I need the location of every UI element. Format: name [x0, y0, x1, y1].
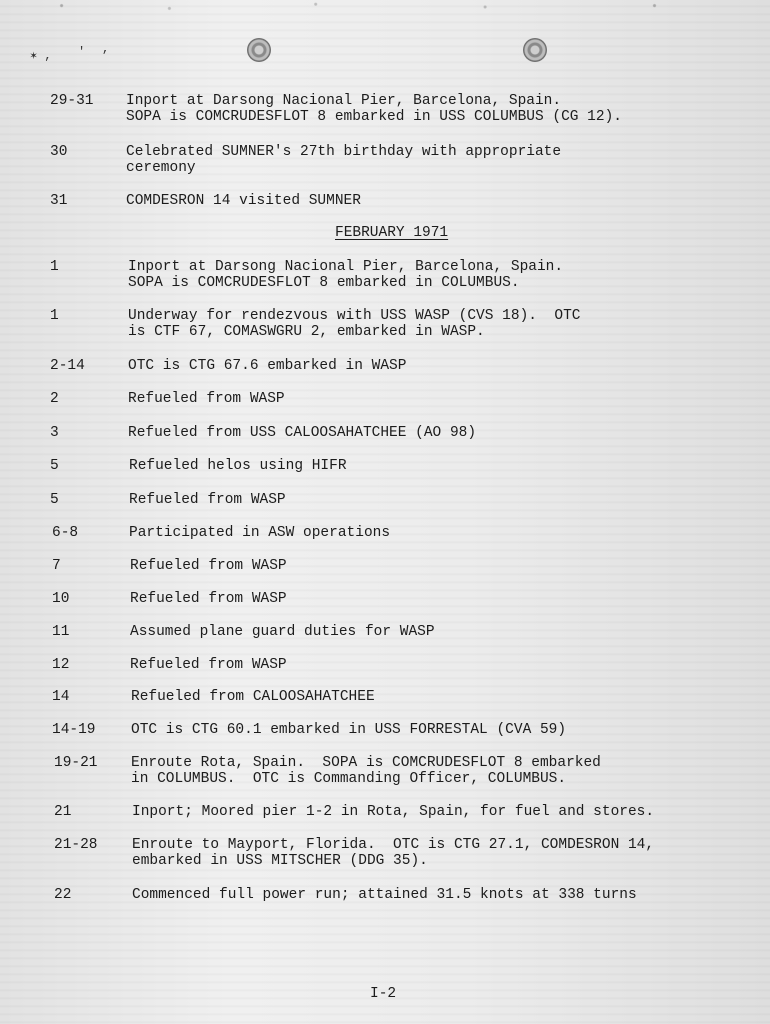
entry-date: 1 [50, 259, 59, 275]
binder-hole-left [247, 38, 271, 62]
entry-text: Refueled from WASP [130, 591, 287, 607]
entry-text: COMDESRON 14 visited SUMNER [126, 193, 361, 209]
entry-text: OTC is CTG 67.6 embarked in WASP [128, 358, 407, 374]
entry-text: Commenced full power run; attained 31.5 knots at 338 turns [132, 887, 637, 903]
entry-text: Refueled helos using HIFR [129, 458, 347, 474]
entry-date: 30 [50, 144, 68, 160]
entry-date: 3 [50, 425, 59, 441]
entry-date: 2-14 [50, 358, 85, 374]
entry-date: 5 [50, 492, 59, 508]
month-heading: FEBRUARY 1971 [335, 225, 449, 241]
entry-date: 21 [54, 804, 72, 820]
binder-hole-right [523, 38, 547, 62]
entry-date: 5 [50, 458, 59, 474]
scan-mark: , [102, 42, 110, 56]
scan-mark: ' [78, 45, 86, 59]
entry-date: 29-31 [50, 93, 94, 109]
entry-text: Refueled from WASP [128, 391, 285, 407]
entry-text: Inport; Moored pier 1-2 in Rota, Spain, for fuel and stores. [132, 804, 655, 820]
entry-date: 2 [50, 391, 59, 407]
entry-date: 22 [54, 887, 72, 903]
entry-text: Refueled from CALOOSAHATCHEE [131, 689, 375, 705]
scan-mark: ✶ , [30, 49, 52, 63]
entry-text: Inport at Darsong Nacional Pier, Barcelona, Spain. SOPA is COMCRUDESFLOT 8 embarked in USS COLUMBUS (CG 12). [126, 93, 622, 125]
entry-date: 14 [52, 689, 70, 705]
entry-date: 19-21 [54, 755, 98, 771]
entry-text: Inport at Darsong Nacional Pier, Barcelona, Spain. SOPA is COMCRUDESFLOT 8 embarked in COLUMBUS. [128, 259, 564, 291]
entry-text: Enroute to Mayport, Florida. OTC is CTG 27.1, COMDESRON 14, embarked in USS MITSCHER (DDG 35). [132, 837, 655, 869]
entry-date: 6-8 [52, 525, 79, 541]
entry-text: Enroute Rota, Spain. SOPA is COMCRUDESFLOT 8 embarked in COLUMBUS. OTC is Commanding Officer, COLUMBUS. [131, 755, 601, 787]
entry-date: 14-19 [52, 722, 96, 738]
entry-date: 11 [52, 624, 70, 640]
entry-date: 7 [52, 558, 61, 574]
entry-text: Participated in ASW operations [129, 525, 391, 541]
entry-date: 31 [50, 193, 68, 209]
entry-date: 21-28 [54, 837, 98, 853]
page-number: I-2 [370, 986, 397, 1002]
entry-text: Assumed plane guard duties for WASP [130, 624, 435, 640]
entry-date: 10 [52, 591, 70, 607]
entry-text: Refueled from WASP [130, 558, 287, 574]
entry-date: 1 [50, 308, 59, 324]
entry-text: Celebrated SUMNER's 27th birthday with appropriate ceremony [126, 144, 562, 176]
scan-noise [0, 0, 770, 14]
entry-text: Underway for rendezvous with USS WASP (CVS 18). OTC is CTF 67, COMASWGRU 2, embarked in WASP. [128, 308, 581, 340]
entry-text: Refueled from WASP [129, 492, 286, 508]
entry-text: Refueled from USS CALOOSAHATCHEE (AO 98) [128, 425, 477, 441]
entry-date: 12 [52, 657, 70, 673]
entry-text: Refueled from WASP [130, 657, 287, 673]
entry-text: OTC is CTG 60.1 embarked in USS FORRESTAL (CVA 59) [131, 722, 567, 738]
